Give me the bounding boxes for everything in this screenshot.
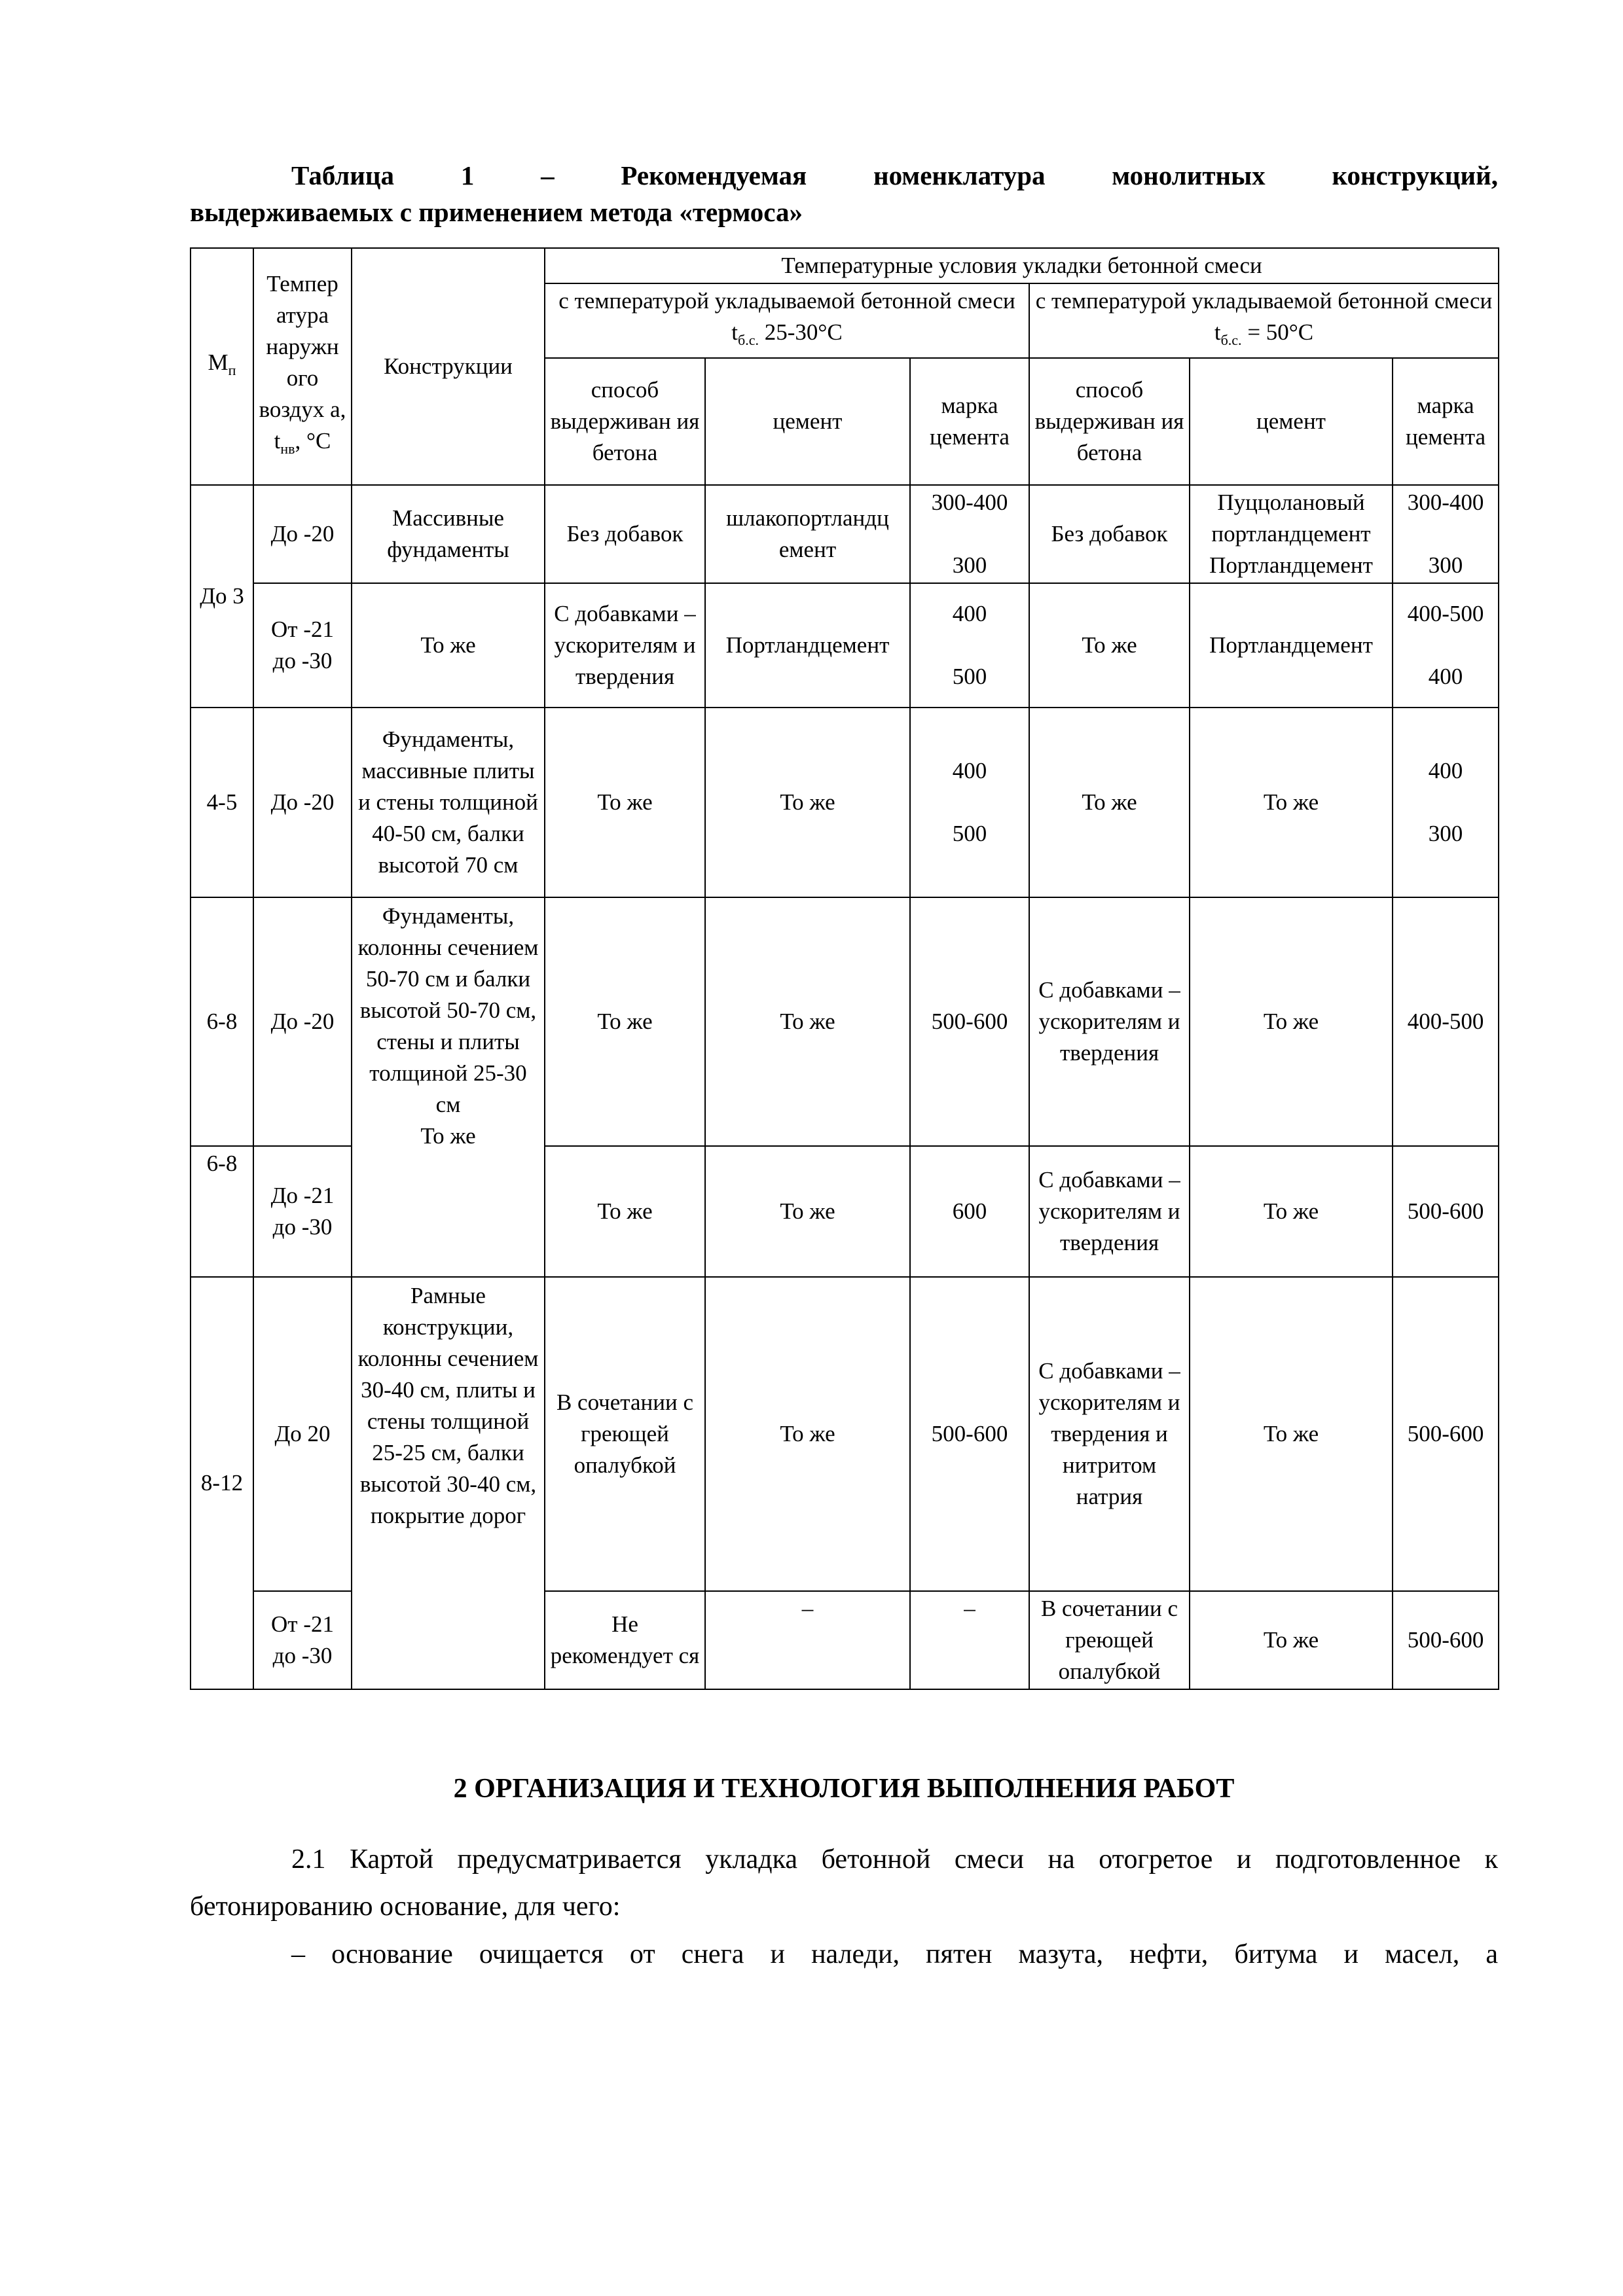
table-row: [191, 583, 1499, 708]
cell-temp: От -21 до -30: [253, 1591, 352, 1689]
cell-grade: 500-600: [910, 1277, 1029, 1591]
cell-construction: Фундаменты, массивные плиты и стены толщиной 40-50 см, балки высотой 70 см: [352, 708, 545, 897]
paragraph-2-1: 2.1 Картой предусматривается укладка бетонной смеси на отогретое и подготовленное к бетонированию основание, для чего:: [190, 1844, 1498, 1922]
cell-construction: Массивные фундаменты: [352, 485, 545, 583]
cell-construction: Фундаменты, колонны сечением 50-70 см и балки высотой 50-70 см, стены и плиты толщиной 25-30 см То же: [352, 897, 545, 1277]
cell-cement: То же: [1190, 1277, 1393, 1591]
cell-cement: То же: [1190, 897, 1393, 1146]
cell-cement: То же: [1190, 1146, 1393, 1277]
cell-cement: То же: [705, 897, 910, 1146]
caption-line-2: выдерживаемых с применением метода «термоса»: [190, 197, 803, 227]
cell-cement: То же: [705, 1277, 910, 1591]
cell-method: С добавками – ускорителям и твердения: [1029, 897, 1190, 1146]
cell-method: Без добавок: [545, 485, 705, 583]
cell-method: С добавками – ускорителям и твердения и нитритом натрия: [1029, 1277, 1190, 1591]
cell-method: В сочетании с греющей опалубкой: [1029, 1591, 1190, 1689]
cell-method: С добавками – ускорителям и твердения: [1029, 1146, 1190, 1277]
cell-temp: До -20: [253, 708, 352, 897]
cell-mp: 8-12: [191, 1277, 253, 1689]
cell-grade: 400 500: [910, 583, 1029, 708]
cell-mp: 6-8: [191, 897, 253, 1146]
cell-method: То же: [545, 897, 705, 1146]
cell-mp: 6-8: [191, 1146, 253, 1277]
cell-grade: 400 300: [1393, 708, 1499, 897]
header-mp: $М_п$: [191, 248, 253, 485]
cell-cement: Портландцемент: [1190, 583, 1393, 708]
cell-cement: То же: [1190, 708, 1393, 897]
caption-line-1: Таблица 1 – Рекомендуемая номенклатура монолитных конструкций,: [291, 160, 1498, 190]
header-outdoor-temp: Темпер атура наружн ого воздух а, $t_{нв}$, °С: [253, 248, 352, 485]
cell-construction: Рамные конструкции, колонны сечением 30-40 см, плиты и стены толщиной 25-25 см, балки высотой 30-40 см, покрытие дорог: [352, 1277, 545, 1689]
cell-grade: 400 500: [910, 708, 1029, 897]
cell-cement: шлакопортландц емент: [705, 485, 910, 583]
cell-grade: 500-600: [910, 897, 1029, 1146]
cell-method: То же: [1029, 583, 1190, 708]
header-method-1: способ выдерживан ия бетона: [545, 358, 705, 485]
cell-grade: 500-600: [1393, 1146, 1499, 1277]
header-group-50: с температурой укладываемой бетонной смеси $t_{б.с.} = 50^\circ С$: [1029, 283, 1499, 358]
cell-cement: То же: [705, 708, 910, 897]
cell-method: То же: [545, 1146, 705, 1277]
table-row: [191, 485, 1499, 583]
cell-method: В сочетании с греющей опалубкой: [545, 1277, 705, 1591]
cell-grade: 600: [910, 1146, 1029, 1277]
cell-method: То же: [545, 708, 705, 897]
cell-method: Не рекомендует ся: [545, 1591, 705, 1689]
paragraph-list-item: – основание очищается от снега и наледи, пятен мазута, нефти, битума и масел, а: [291, 1939, 1498, 1969]
cell-grade: –: [910, 1591, 1029, 1689]
cell-mp: До 3: [191, 485, 253, 708]
cell-grade: 300-400 300: [1393, 485, 1499, 583]
cell-grade: 500-600: [1393, 1591, 1499, 1689]
cell-grade: 400-500: [1393, 897, 1499, 1146]
header-cement-1: цемент: [705, 358, 910, 485]
section-heading: 2 ОРГАНИЗАЦИЯ И ТЕХНОЛОГИЯ ВЫПОЛНЕНИЯ РАБОТ: [453, 1774, 1235, 1804]
cell-cement: То же: [1190, 1591, 1393, 1689]
cell-temp: До -21 до -30: [253, 1146, 352, 1277]
cell-grade: 400-500 400: [1393, 583, 1499, 708]
header-method-2: способ выдерживан ия бетона: [1029, 358, 1190, 485]
cell-cement: –: [705, 1591, 910, 1689]
header-constructions: Конструкции: [352, 248, 545, 485]
table-row: [191, 897, 1499, 1146]
table-caption: [190, 157, 1498, 230]
cell-construction: То же: [352, 583, 545, 708]
table-row: [191, 1277, 1499, 1591]
cell-mp: 4-5: [191, 708, 253, 897]
nomenclature-table: [190, 247, 1499, 1690]
cell-temp: До -20: [253, 485, 352, 583]
cell-temp: До -20: [253, 897, 352, 1146]
cell-method: То же: [1029, 708, 1190, 897]
cell-cement: То же: [705, 1146, 910, 1277]
cell-temp: От -21 до -30: [253, 583, 352, 708]
cell-cement: Портландцемент: [705, 583, 910, 708]
cell-method: С добавками – ускорителям и твердения: [545, 583, 705, 708]
cell-method: Без добавок: [1029, 485, 1190, 583]
cell-grade: 500-600: [1393, 1277, 1499, 1591]
header-group-25-30: с температурой укладываемой бетонной смеси $t_{б.с.}$ 25-30°С: [545, 283, 1029, 358]
header-conditions: Температурные условия укладки бетонной смеси: [545, 248, 1499, 283]
table-row: [191, 708, 1499, 897]
cell-cement: Пуццолановый портландцемент Портландцемент: [1190, 485, 1393, 583]
cell-grade: 300-400 300: [910, 485, 1029, 583]
header-grade-2: марка цемента: [1393, 358, 1499, 485]
header-cement-2: цемент: [1190, 358, 1393, 485]
cell-temp: До 20: [253, 1277, 352, 1591]
header-grade-1: марка цемента: [910, 358, 1029, 485]
